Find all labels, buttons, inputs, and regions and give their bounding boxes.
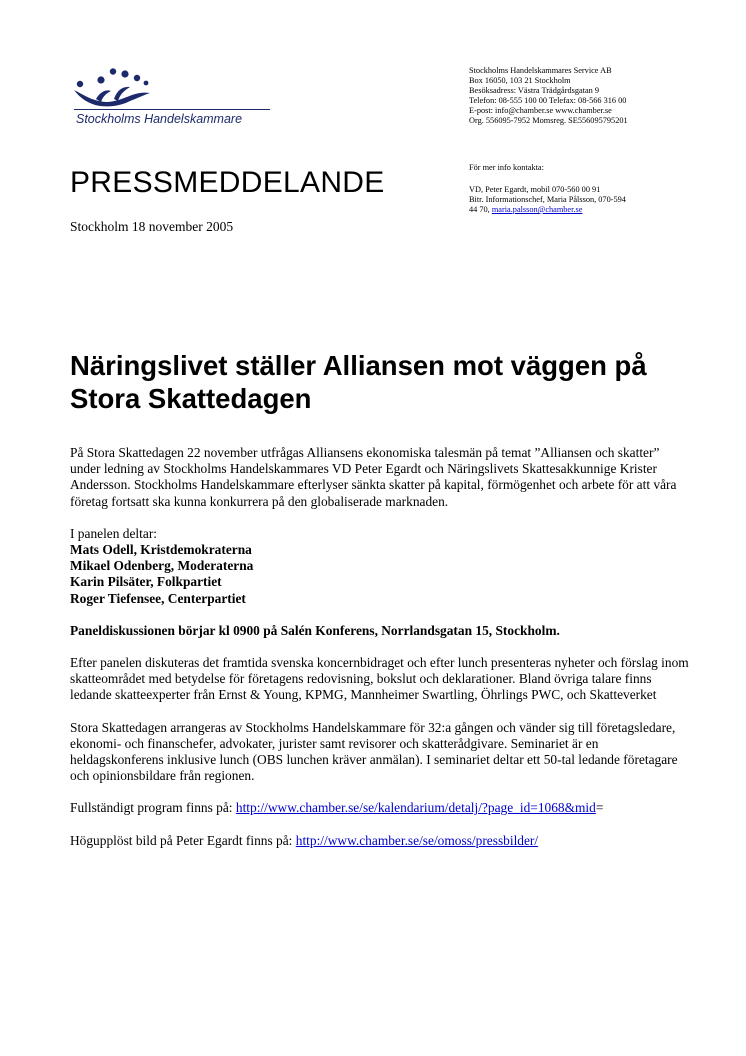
more-info-line: VD, Peter Egardt, mobil 070-560 00 91 xyxy=(469,185,601,194)
headline: Näringslivet ställer Alliansen mot väggen på Stora Skattedagen xyxy=(70,350,647,414)
program-label: Fullständigt program finns på: xyxy=(70,800,236,816)
dateline: Stockholm 18 november 2005 xyxy=(70,219,234,234)
venue-text: Paneldiskussionen börjar kl 0900 på Salén Konferens, Norrlandsgatan 15, Stockholm. xyxy=(70,622,560,638)
panel-member: Mats Odell, Kristdemokraterna xyxy=(70,542,252,558)
photo-paragraph xyxy=(70,833,690,849)
photo-label: Högupplöst bild på Peter Egardt finns på: xyxy=(70,832,296,848)
page-title: PRESSMEDDELANDE xyxy=(70,166,385,199)
program-link[interactable]: http://www.chamber.se/se/kalendarium/detalj/?page_id=1068&mid xyxy=(235,800,596,816)
logo-text: Stockholms Handelskammare xyxy=(76,112,243,126)
contact-line: Besöksadress: Västra Trädgårdsgatan 9 xyxy=(469,86,600,95)
article-body xyxy=(70,445,690,865)
more-info-line: Bitr. Informationschef, Maria Pålsson, 070-594 xyxy=(469,195,626,204)
panel-member: Mikael Odenberg, Moderaterna xyxy=(70,558,254,574)
program-suffix: = xyxy=(595,800,604,816)
contact-block xyxy=(469,66,689,126)
more-info-prefix: 44 70, xyxy=(469,205,492,214)
company-logo xyxy=(70,68,275,128)
contact-line: Stockholms Handelskammares Service AB xyxy=(469,66,612,75)
panel-intro: I panelen deltar: xyxy=(70,525,157,541)
intro-paragraph: På Stora Skattedagen 22 november utfrågas Alliansens ekonomiska talesmän på temat ”Alliansen och skatter” under ledning av Stockholms Handelskammares VD Peter Egardt och Näringslivets Skattesakkunnige Krister Andersson. Stockholms Handelskammare efterlyser sänkta skatter på kapital, förmögenhet och arbete för att våra företag fortsatt ska kunna konkurrera på den globaliserade marknaden. xyxy=(70,445,677,509)
contact-line: E-post: info@chamber.se www.chamber.se xyxy=(469,106,612,115)
after-panel-paragraph: Efter panelen diskuteras det framtida svenska koncernbidraget och efter lunch presenteras nyheter och förslag inom skatteområdet med betydelse för företagens redovisning, bokslut och deklarationer. Bland övriga talare finns ledande skatteexperter från Ernst & Young, KPMG, Mannheimer Swartling, Öhrlings PWC, och Skatteverket xyxy=(70,655,689,703)
panel-paragraph xyxy=(70,526,690,607)
about-paragraph: Stora Skattedagen arrangeras av Stockholms Handelskammare för 32:a gången och vänder sig till företagsledare, ekonomi- och finanschefer, advokater, jurister samt revisorer och skatterådgivare. Seminariet är en heldagskonferens inklusive lunch (OBS lunchen kräver anmälan). I seminariet deltar ett 50-tal ledande företagare och opinionsbildare från regionen. xyxy=(70,719,678,784)
contact-line: Box 16050, 103 21 Stockholm xyxy=(469,76,571,85)
more-info-block xyxy=(469,163,679,215)
more-info-line xyxy=(469,205,679,215)
program-paragraph xyxy=(70,800,690,816)
crown-icon xyxy=(70,68,275,110)
logo-divider xyxy=(74,109,270,110)
email-link[interactable]: maria.palsson@chamber.se xyxy=(491,205,583,214)
contact-line: Org. 556095-7952 Momsreg. SE556095795201 xyxy=(469,116,628,125)
panel-member: Karin Pilsäter, Folkpartiet xyxy=(70,574,222,590)
more-info-label: För mer info kontakta: xyxy=(469,163,544,172)
panel-member: Roger Tiefensee, Centerpartiet xyxy=(70,590,246,606)
venue-paragraph xyxy=(70,623,690,639)
contact-line: Telefon: 08-555 100 00 Telefax: 08-566 316 00 xyxy=(469,96,627,105)
photo-link[interactable]: http://www.chamber.se/se/omoss/pressbilder/ xyxy=(295,832,539,848)
